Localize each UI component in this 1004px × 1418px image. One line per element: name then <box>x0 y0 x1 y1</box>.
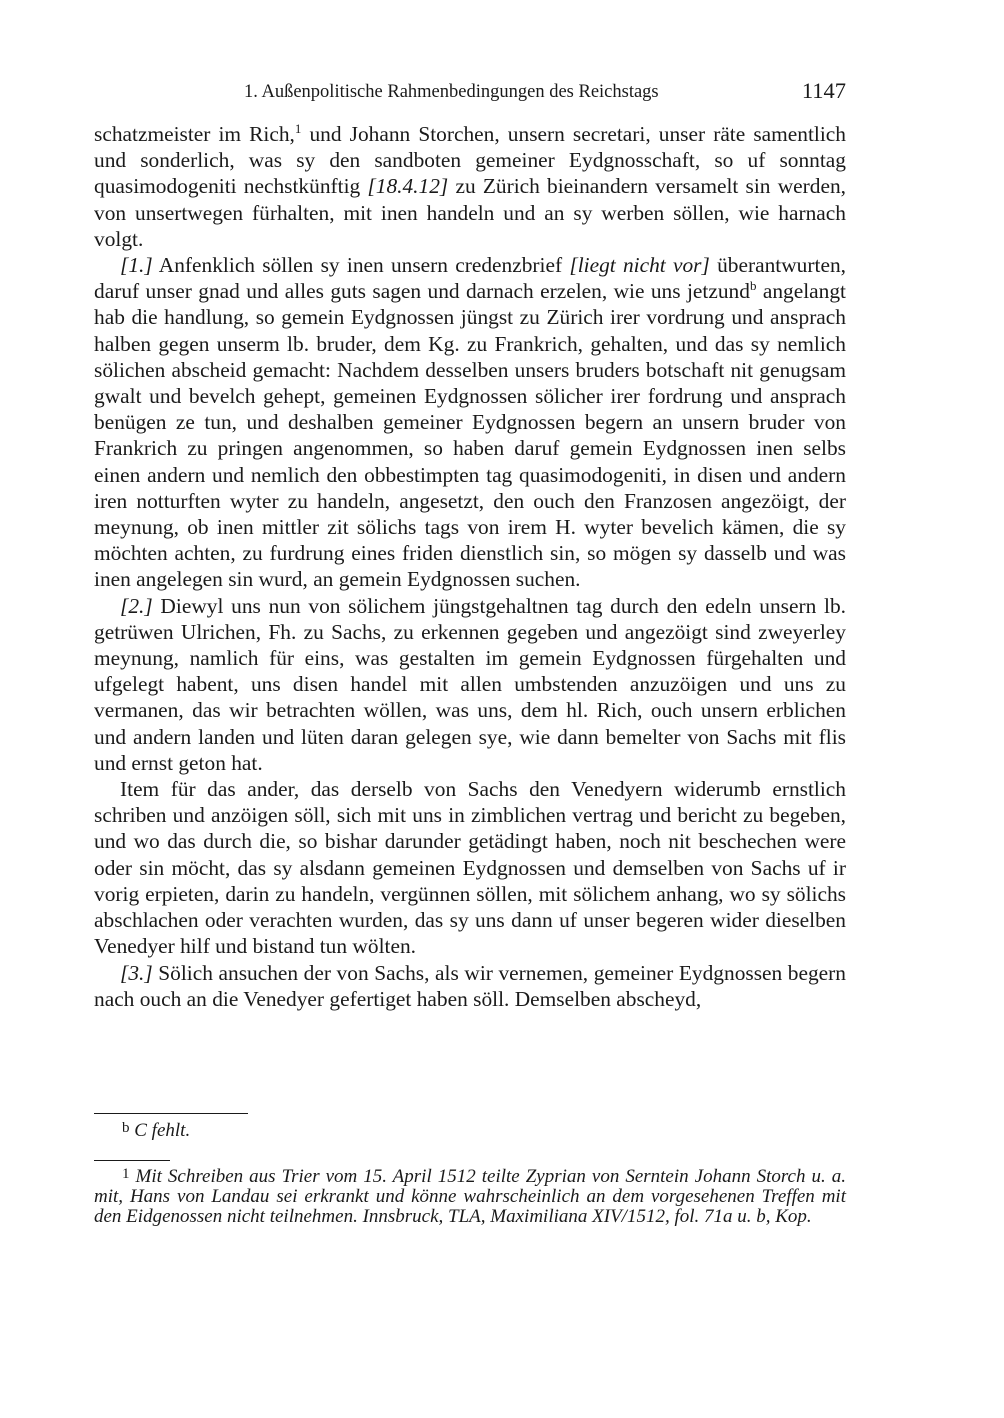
text-segment: Anfenklich söllen sy inen unsern credenzbrief <box>152 253 570 278</box>
paragraph-intro <box>94 121 846 252</box>
variant-marker: b <box>122 1120 130 1136</box>
section-number: [2.] <box>120 593 153 618</box>
text-segment: zu Zürich bieinandern versamelt sin werden, von unsertwegen fürhalten, mit inen handeln und an sy werben söllen, wie harnach volgt. <box>94 174 846 251</box>
variant-footnote <box>122 1119 190 1143</box>
text-segment: angelangt hab die handlung, so gemein Eydgnossen jüngst zu Zürich irer vordrung und ansprach halben gegen unserm lb. bruder, dem Kg. zu Frankrich, gehalten, und das sy nemlich sölichen abscheid gemacht: Nachdem desselben unsers bruders botschaft nit genugsam gwalt und bevelch gehept, gemeinen Eydgnossen sölicher irer fordrung und ansprach benügen ze tun, und deshalben gemeiner Eydgnossen begern an unsern bruder von Frankrich zu pringen angenommen, so haben daruf gemein Eydgnossen inen selbs einen andern und nemlich den obbestimpten tag quasimodogeniti, in disen und andern iren notturften wyter zu handeln, angesetzt, den ouch den Franzosen angezöigt, der meynung, ob inen mittler zit sölichs tags von irem H. wyter bevelich kämen, die sy möchten achten, zu furdrung eines friden dienstlich sin, so mögen sy dasselb und was inen angelegen sin wurd, an gemein Eydgnossen suchen. <box>94 279 846 592</box>
paragraph-2 <box>94 593 846 776</box>
editorial-date: [18.4.12] <box>367 174 449 199</box>
paragraph-item <box>94 776 846 959</box>
variant-ref-b[interactable]: b <box>749 278 757 294</box>
footnote-rule <box>94 1160 170 1161</box>
section-number: [3.] <box>120 960 153 985</box>
text-segment: Diewyl uns nun von sölichem jüngstgehaltnen tag durch den edeln unsern lb. getrüwen Ulrichen, Fh. zu Sachs, zu erkennen gegeben und angezöigt sind zweyerley meynung, namlich für eins, was gestalten im gemein Eydgnossen fürgehalten und ufgelegt habent, uns disen handel mit allen umbstenden anzuzöigen und uns zu vermanen, das wir betrachten wöllen, was uns, dem hl. Rich, ouch unsern erblichen und andern landen und lüten daran gelegen sye, wie dann bemelter von Sachs mit flis und ernst geton hat. <box>94 593 846 775</box>
text-segment: schatzmeister im Rich, <box>94 122 295 146</box>
text-segment: überantwurten, daruf unser gnad und alles guts sagen und darnach erzelen, wie uns jetzund <box>94 253 846 304</box>
footnote-rule <box>94 1113 248 1114</box>
page-header <box>94 80 846 108</box>
footnote-marker: 1 <box>122 1166 130 1182</box>
editorial-note: [liegt nicht vor] <box>569 253 710 278</box>
text-segment: und Johann Storchen, unsern secretari, unser räte samentlich und sonderlich, was sy den sandboten gemeiner Eydgnosschaft, so uf sonntag quasimodogeniti nechstkünftig <box>94 122 846 199</box>
section-number: [1.] <box>120 253 153 278</box>
paragraph-1 <box>94 252 846 593</box>
numbered-footnote <box>94 1167 846 1227</box>
running-title: 1. Außenpolitische Rahmenbedingungen des Reichstags <box>244 82 659 102</box>
paragraph-3 <box>94 960 846 1012</box>
text-segment: Sölich ansuchen der von Sachs, als wir vernemen, gemeiner Eydgnossen begern nach ouch an die Venedyer gefertiget haben söll. Demselben abscheyd, <box>94 960 846 1011</box>
variant-text: C fehlt. <box>134 1120 191 1141</box>
footnote-ref-1[interactable]: 1 <box>294 121 302 136</box>
main-text <box>94 121 846 1012</box>
text-segment: Item für das ander, das derselb von Sachs den Venedyern widerumb ernstlich schriben und anzöigen söll, sich mit uns in zimblichen vertrag und bericht zu begeben, und wo das durch die, so bishar darunder getädingt haben, noch nit beschechen were oder sin möcht, das sy alsdann gemeinen Eydgnossen und demselben von Sachs uf ir vorig erpieten, darin zu handeln, vergünnen söllen, mit sölichem anhang, wo sy sölichs abschlachen oder verachten wurden, das sy uns dann uf unser begeren wider dieselben Venedyer hilf und bistand tun wölten. <box>94 777 846 959</box>
page-number: 1147 <box>801 78 846 103</box>
footnote-text: Mit Schreiben aus Trier vom 15. April 1512 teilte Zyprian von Serntein Johann Storch u. a. mit, Hans von Landau sei erkrankt und könne wahrscheinlich an dem vorgesehenen Treffen mit den Eidgenossen nicht teilnehmen. Innsbruck, TLA, Maximiliana XIV/1512, fol. 71a u. b, Kop. <box>94 1166 846 1227</box>
